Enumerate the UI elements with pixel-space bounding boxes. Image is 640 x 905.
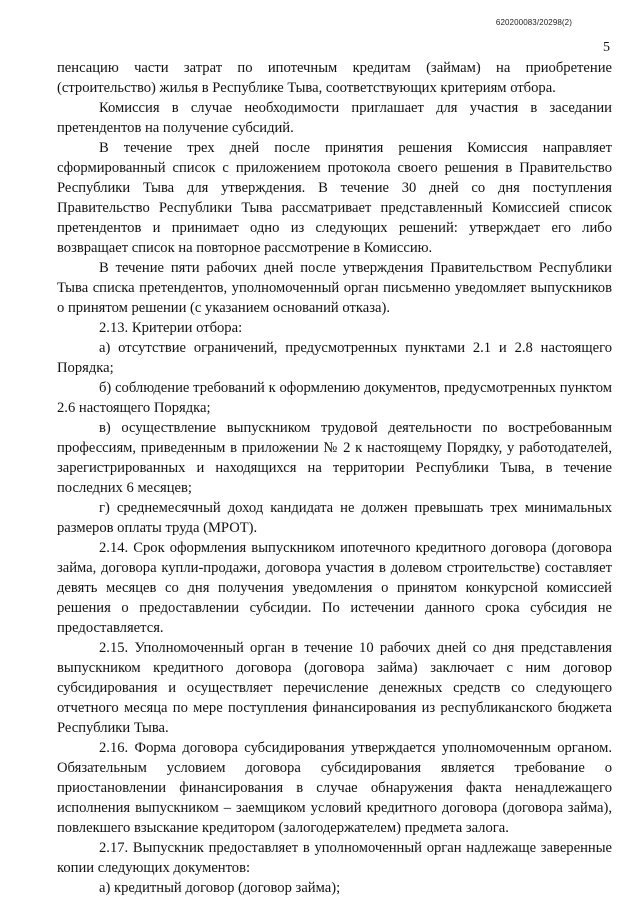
paragraph-commission-invite: Комиссия в случае необходимости приглашает для участия в заседании претендентов на получение субсидий. [57,100,612,136]
page-number: 5 [603,40,610,55]
criterion-g: г) среднемесячный доход кандидата не должен превышать трех минимальных размеров оплаты труда (МРОТ). [57,500,612,536]
section-2-17: 2.17. Выпускник предоставляет в уполномоченный орган надлежаще заверенные копии следующих документов: [57,840,612,876]
section-2-15: 2.15. Уполномоченный орган в течение 10 рабочих дней со дня представления выпускником кредитного договора (договора займа) заключает с ним договор субсидирования и осуществляет перечисление денежных средств со следующего отчетного месяца по мере поступления финансирования из республиканского бюджета Республики Тыва. [57,640,612,736]
paragraph-list-submission: В течение трех дней после принятия решения Комиссия направляет сформированный список с приложением протокола своего решения в Правительство Республики Тыва для утверждения. В течение 30 дней со дня поступления Правительство Республики Тыва рассматривает представленный Комиссией список претендентов и принимает одно из следующих решений: утверждает его либо возвращает список на повторное рассмотрение в Комиссию. [57,140,612,256]
section-2-14: 2.14. Срок оформления выпускником ипотечного кредитного договора (договора займа, договора купли-продажи, договора участия в долевом строительстве) составляет девять месяцев со дня получения уведомления о принятом конкурсной комиссией решения о предоставлении субсидии. По истечении данного срока субсидия не предоставляется. [57,540,612,636]
paragraph-continuation: пенсацию части затрат по ипотечным кредитам (займам) на приобретение (строительство) жилья в Республике Тыва, соответствующих критериям отбора. [57,60,612,96]
section-2-16: 2.16. Форма договора субсидирования утверждается уполномоченным органом. Обязательным условием договора субсидирования является требование о приостановлении финансирования в случае обнаружения факта ненадлежащего исполнения выпускником – заемщиком условий кредитного договора (договора займа), повлекшего взыскание кредитором (залогодержателем) предмета залога. [57,740,612,836]
document-id: 620200083/20298(2) [495,18,572,27]
criterion-v: в) осуществление выпускником трудовой деятельности по востребованным профессиям, приведенным в приложении № 2 к настоящему Порядку, у работодателей, зарегистрированных и находящихся на территории Республики Тыва, в течение последних 6 месяцев; [57,420,612,496]
criterion-a: а) отсутствие ограничений, предусмотренных пунктами 2.1 и 2.8 настоящего Порядка; [57,340,612,376]
section-2-13-heading: 2.13. Критерии отбора: [99,320,243,336]
criterion-b: б) соблюдение требований к оформлению документов, предусмотренных пунктом 2.6 настоящего Порядка; [57,380,612,416]
document-item-a: а) кредитный договор (договор займа); [99,880,341,896]
paragraph-notification: В течение пяти рабочих дней после утверждения Правительством Республики Тыва списка претендентов, уполномоченный орган письменно уведомляет выпускников о принятом решении (с указанием оснований отказа). [57,260,612,316]
